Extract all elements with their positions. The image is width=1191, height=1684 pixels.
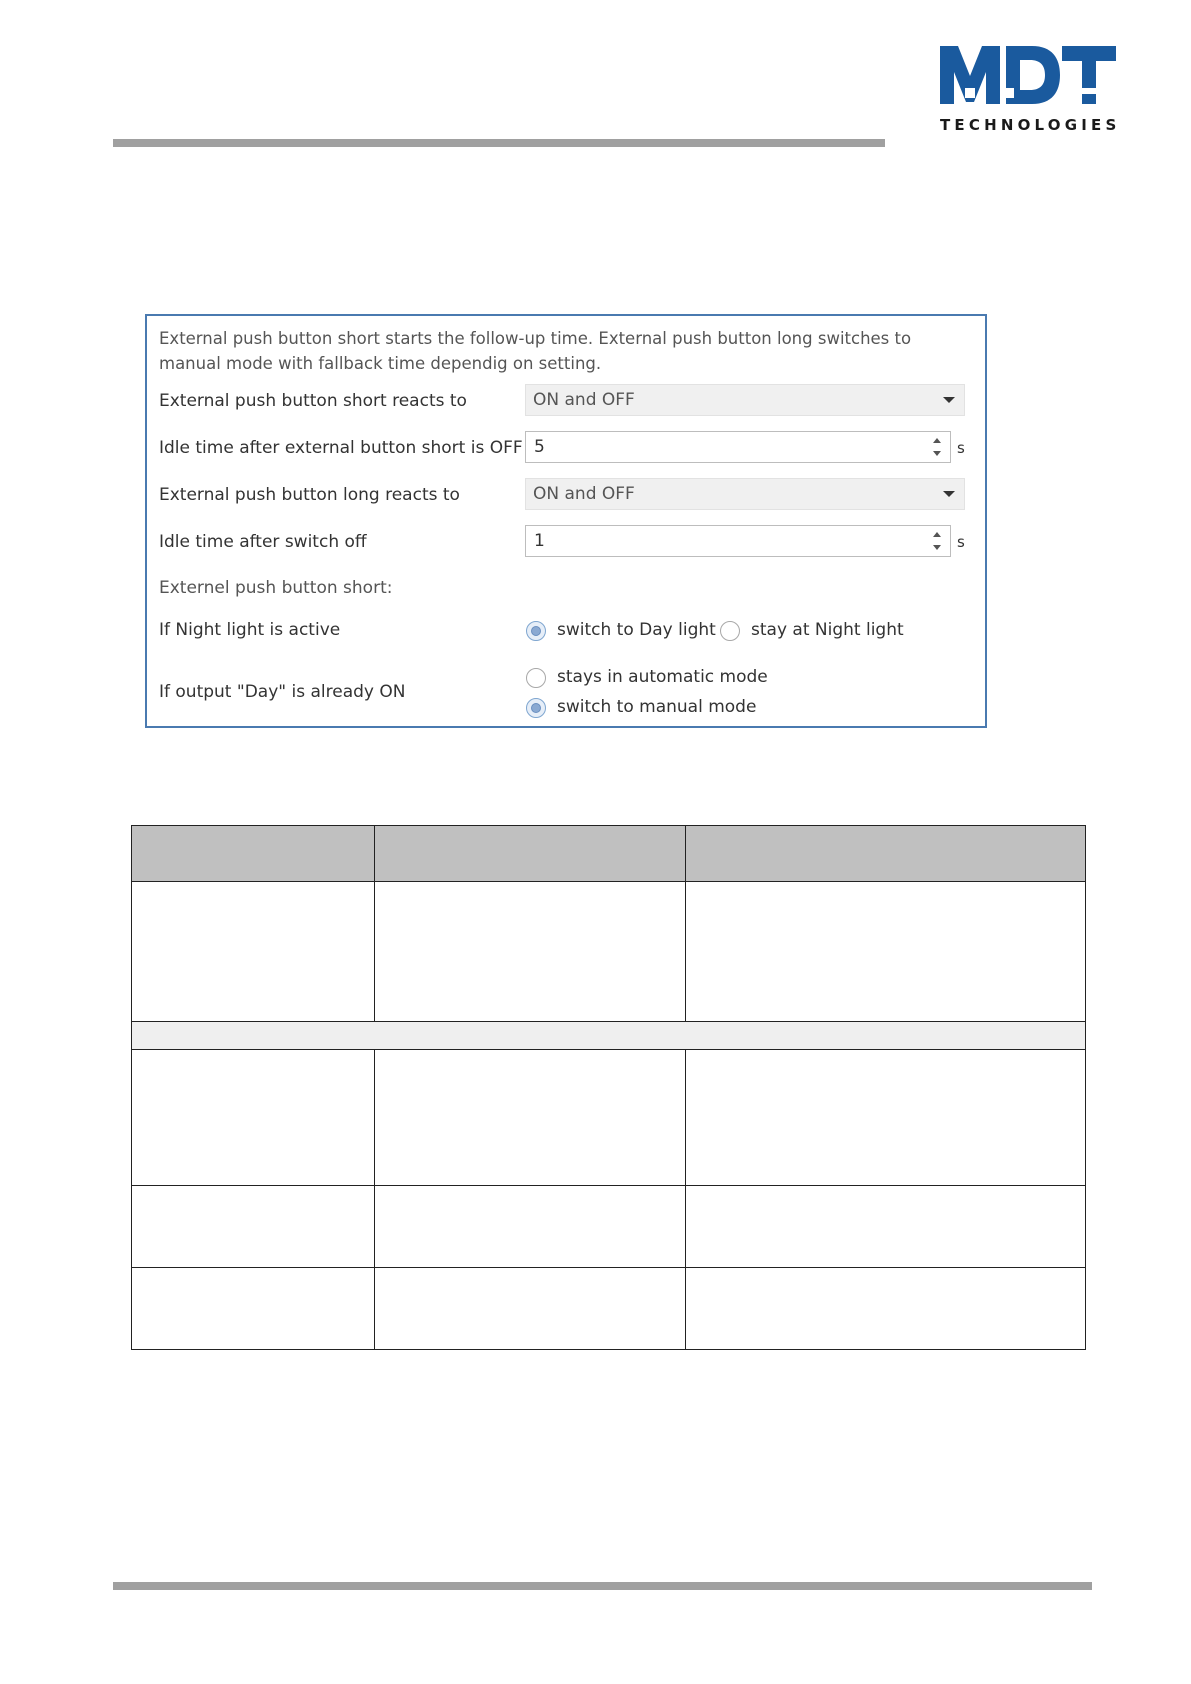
panel-description: External push button short starts the follow-up time. External push button long switches to manual mode with fallback time dependig on setting. — [159, 329, 912, 373]
table-header-cell — [686, 826, 1086, 882]
idle-short-value: 5 — [534, 437, 545, 457]
idle-short-spinbox[interactable] — [525, 431, 951, 463]
table-cell — [132, 1268, 375, 1350]
table-cell — [375, 882, 686, 1022]
option-switch-to-day-light[interactable]: switch to Day light — [557, 620, 716, 640]
table-row — [132, 1268, 1086, 1350]
mdt-logo — [940, 44, 1121, 136]
table-row — [132, 1050, 1086, 1186]
table-cell — [132, 882, 375, 1022]
short-reacts-value: ON and OFF — [533, 390, 635, 410]
idle-short-unit: s — [957, 439, 965, 457]
table-cell — [375, 1268, 686, 1350]
table-row — [132, 882, 1086, 1022]
table-cell — [686, 882, 1086, 1022]
radio-switch-to-day-light[interactable] — [526, 621, 546, 641]
radio-stays-in-automatic-mode[interactable] — [526, 668, 546, 688]
table-header-cell — [375, 826, 686, 882]
table-cell — [686, 1268, 1086, 1350]
table-cell — [132, 1050, 375, 1186]
table-header-row — [132, 826, 1086, 882]
short-reacts-dropdown[interactable] — [525, 384, 965, 416]
table-cell — [686, 1186, 1086, 1268]
idle-switch-off-label: Idle time after switch off — [159, 532, 367, 552]
night-light-label: If Night light is active — [159, 620, 341, 640]
settings-panel — [145, 314, 987, 728]
spin-down-icon[interactable] — [933, 451, 941, 456]
idle-switch-off-value: 1 — [534, 531, 545, 551]
logo-subtitle: TECHNOLOGIES — [940, 116, 1121, 134]
chevron-down-icon — [943, 491, 955, 497]
external-short-subheading: Externel push button short: — [159, 578, 393, 598]
long-reacts-value: ON and OFF — [533, 484, 635, 504]
table-cell — [132, 1186, 375, 1268]
radio-stay-at-night-light[interactable] — [720, 621, 740, 641]
chevron-down-icon — [943, 397, 955, 403]
header-rule — [113, 139, 885, 147]
idle-switch-off-unit: s — [957, 533, 965, 551]
short-reacts-label: External push button short reacts to — [159, 391, 467, 411]
day-on-label: If output "Day" is already ON — [159, 682, 406, 702]
mdt-logo-mark — [940, 44, 1116, 110]
table-header-cell — [132, 826, 375, 882]
long-reacts-label: External push button long reacts to — [159, 485, 460, 505]
idle-switch-off-spinbox[interactable] — [525, 525, 951, 557]
table-row — [132, 1186, 1086, 1268]
table-cell — [686, 1050, 1086, 1186]
spin-up-icon[interactable] — [933, 438, 941, 443]
spin-down-icon[interactable] — [933, 545, 941, 550]
option-switch-to-manual-mode[interactable]: switch to manual mode — [557, 697, 757, 717]
spin-up-icon[interactable] — [933, 532, 941, 537]
option-stays-in-automatic-mode[interactable]: stays in automatic mode — [557, 667, 768, 687]
idle-short-label: Idle time after external button short is OFF — [159, 438, 523, 458]
radio-switch-to-manual-mode[interactable] — [526, 698, 546, 718]
table-cell — [375, 1050, 686, 1186]
footer-rule — [113, 1582, 1092, 1590]
option-stay-at-night-light[interactable]: stay at Night light — [751, 620, 904, 640]
table-section-row — [132, 1022, 1086, 1050]
table-section-cell — [132, 1022, 1086, 1050]
long-reacts-dropdown[interactable] — [525, 478, 965, 510]
parameter-table — [131, 825, 1086, 1350]
table-cell — [375, 1186, 686, 1268]
